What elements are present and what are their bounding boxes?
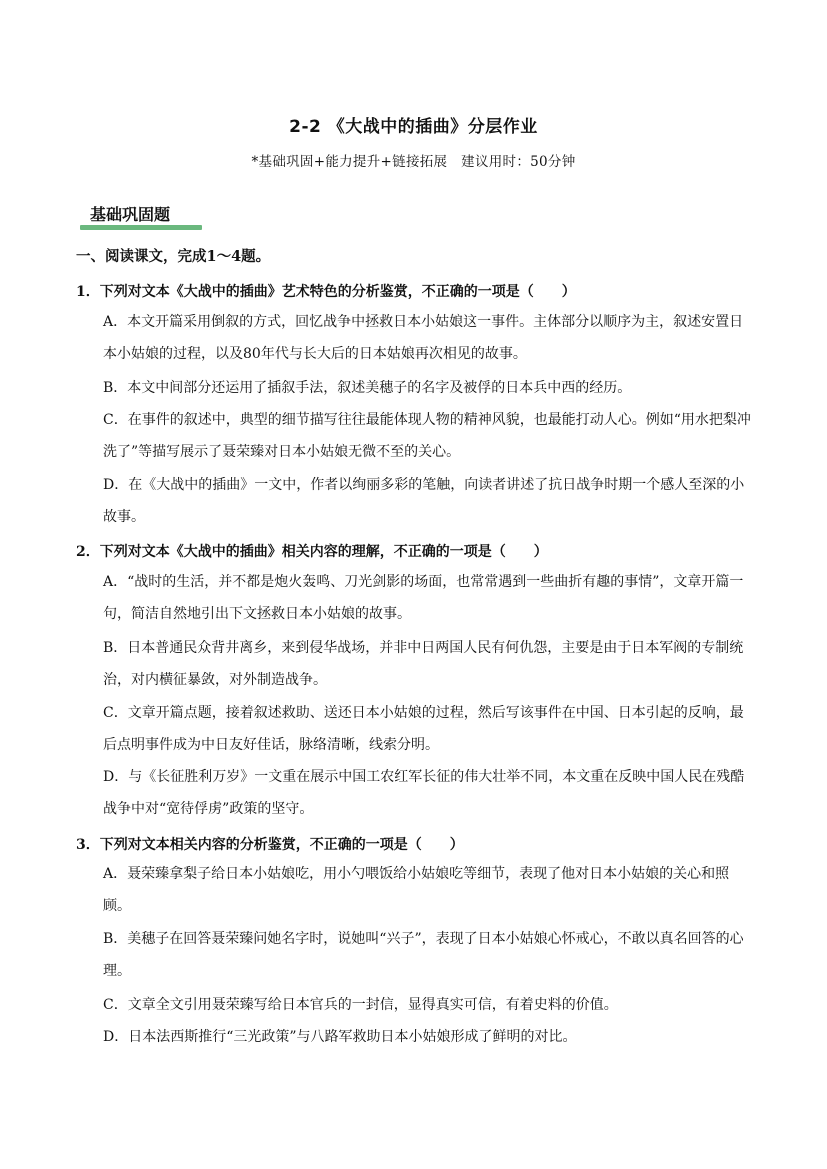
page-subtitle: *基础巩固+能力提升+链接拓展 建议用时：50分钟 xyxy=(251,154,576,170)
question-1-option-a: A．本文开篇采用倒叙的方式，回忆战争中拯救日本小姑娘这一事件。主体部分以顺序为主，叙述安置日本小姑娘的过程，以及80年代与长大后的日本姑娘再次相见的故事。 xyxy=(103,314,744,362)
part-heading: 一、阅读课文，完成1～4题。 xyxy=(76,248,271,265)
question-2-option-d: D．与《长征胜利万岁》一文重在展示中国工农红军长征的伟大壮举不同，本文重在反映中国人民在残酷战争中对“宽待俘虏”政策的坚守。 xyxy=(103,769,745,817)
question-3-option-c: C．文章全文引用聂荣臻写给日本官兵的一封信，显得真实可信，有着史料的价值。 xyxy=(103,997,618,1013)
section-heading xyxy=(80,200,200,230)
question-3-option-a: A．聂荣臻拿梨子给日本小姑娘吃，用小勺喂饭给小姑娘吃等细节，表现了他对日本小姑娘的关心和照顾。 xyxy=(103,866,730,914)
section-label: 基础巩固题 xyxy=(90,205,171,224)
question-1-option-c: C．在事件的叙述中，典型的细节描写往往最能体现人物的精神风貌，也最能打动人心。例如“用水把梨冲洗了”等描写展示了聂荣臻对日本小姑娘无微不至的关心。 xyxy=(103,412,751,460)
page-title: 2-2 《大战中的插曲》分层作业 xyxy=(289,117,538,137)
question-2-option-a: A．“战时的生活，并不都是炮火轰鸣、刀光剑影的场面，也常常遇到一些曲折有趣的事情”，文章开篇一句，简洁自然地引出下文拯救日本小姑娘的故事。 xyxy=(103,574,744,622)
question-3-option-d: D．日本法西斯推行“三光政策”与八路军救助日本小姑娘形成了鲜明的对比。 xyxy=(103,1029,577,1045)
question-2-option-c: C．文章开篇点题，接着叙述救助、送还日本小姑娘的过程，然后写该事件在中国、日本引起的反响，最后点明事件成为中日友好佳话，脉络清晰，线索分明。 xyxy=(103,705,744,753)
question-2-option-b: B．日本普通民众背井离乡，来到侵华战场，并非中日两国人民有何仇怨，主要是由于日本军阀的专制统治，对内横征暴敛，对外制造战争。 xyxy=(103,640,744,688)
question-3-stem: 3．下列对文本相关内容的分析鉴赏，不正确的一项是（ ） xyxy=(76,837,464,853)
section-underline xyxy=(80,225,202,230)
question-2-stem: 2．下列对文本《大战中的插曲》相关内容的理解，不正确的一项是（ ） xyxy=(76,544,548,560)
question-3-option-b: B．美穗子在回答聂荣臻问她名字时，说她叫“兴子”，表现了日本小姑娘心怀戒心，不敢以真名回答的心理。 xyxy=(103,931,744,979)
question-1-stem: 1．下列对文本《大战中的插曲》艺术特色的分析鉴赏，不正确的一项是（ ） xyxy=(76,284,576,300)
question-1-option-b: B．本文中间部分还运用了插叙手法，叙述美穗子的名字及被俘的日本兵中西的经历。 xyxy=(103,380,632,396)
question-1-option-d: D．在《大战中的插曲》一文中，作者以绚丽多彩的笔触，向读者讲述了抗日战争时期一个感人至深的小故事。 xyxy=(103,477,745,525)
